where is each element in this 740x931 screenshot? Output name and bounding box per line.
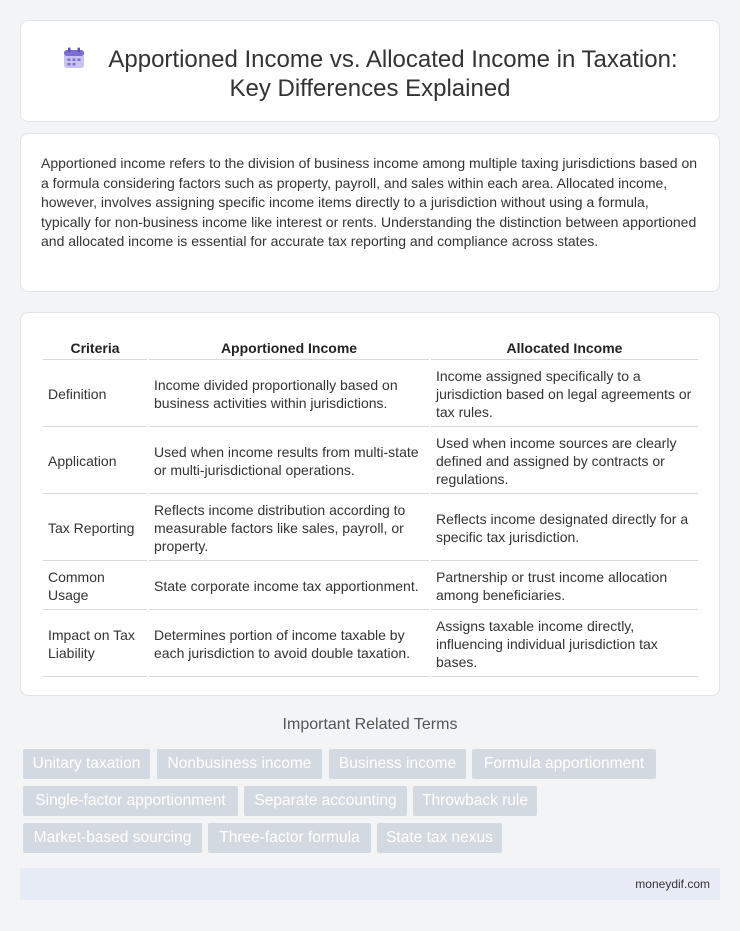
related-term-tag[interactable]: Three-factor formula	[208, 823, 371, 853]
related-term-tag[interactable]: Formula apportionment	[472, 749, 656, 779]
related-term-tag[interactable]: Business income	[329, 749, 466, 779]
apportioned-cell: Income divided proportionally based on business activities within jurisdictions.	[149, 362, 429, 427]
related-term-tag[interactable]: Throwback rule	[413, 786, 537, 816]
apportioned-cell: State corporate income tax apportionment.	[149, 563, 429, 610]
table-row	[43, 563, 698, 610]
title-card	[20, 20, 720, 122]
page-title-line-1	[21, 45, 719, 74]
allocated-cell: Income assigned specifically to a jurisdiction based on legal agreements or tax rules.	[431, 362, 698, 427]
table-row	[43, 429, 698, 494]
related-term-tag[interactable]: Separate accounting	[244, 786, 407, 816]
footer-site-link[interactable]: moneydif.com	[635, 877, 710, 891]
comparison-card	[20, 312, 720, 696]
related-term-tag[interactable]: Single-factor apportionment	[23, 786, 238, 816]
criteria-cell: Tax Reporting	[43, 496, 147, 561]
header-allocated: Allocated Income	[431, 335, 698, 360]
allocated-cell: Partnership or trust income allocation among beneficiaries.	[431, 563, 698, 610]
allocated-cell: Used when income sources are clearly defined and assigned by contracts or regulations.	[431, 429, 698, 494]
apportioned-cell: Used when income results from multi-state or multi-jurisdictional operations.	[149, 429, 429, 494]
table-row	[43, 496, 698, 561]
page-title-line-2: Key Differences Explained	[229, 75, 511, 102]
related-term-tag[interactable]: State tax nexus	[377, 823, 502, 853]
footer	[20, 868, 720, 900]
related-term-tag[interactable]: Nonbusiness income	[157, 749, 322, 779]
related-term-tag[interactable]: Unitary taxation	[23, 749, 150, 779]
table-row	[43, 362, 698, 427]
header-apportioned: Apportioned Income	[149, 335, 429, 360]
allocated-cell: Reflects income designated directly for a specific tax jurisdiction.	[431, 496, 698, 561]
related-terms-heading: Important Related Terms	[282, 716, 458, 733]
header-criteria: Criteria	[43, 335, 147, 360]
intro-paragraph: Apportioned income refers to the division of business income among multiple taxing jurisdictions based on a formula considering factors such as property, payroll, and sales within each area. Allocated income, however, involves assigning specific income items directly to a jurisdiction without using a formula, typically for non-business income like interest or rents. Understanding the distinction between apportioned and allocated income is essential for accurate tax reporting and compliance across states.	[41, 155, 698, 249]
criteria-cell: Definition	[43, 362, 147, 427]
table-header-row	[43, 335, 698, 360]
related-term-tag[interactable]: Market-based sourcing	[23, 823, 202, 853]
criteria-cell: Common Usage	[43, 563, 147, 610]
allocated-cell: Assigns taxable income directly, influencing individual jurisdiction tax bases.	[431, 612, 698, 677]
criteria-cell: Application	[43, 429, 147, 494]
page-title-text-1: Apportioned Income vs. Allocated Income in Taxation:	[108, 46, 678, 73]
criteria-cell: Impact on Tax Liability	[43, 612, 147, 677]
table-row	[43, 612, 698, 677]
comparison-table	[41, 333, 700, 679]
apportioned-cell: Reflects income distribution according to measurable factors like sales, payroll, or property.	[149, 496, 429, 561]
apportioned-cell: Determines portion of income taxable by each jurisdiction to avoid double taxation.	[149, 612, 429, 677]
calendar-icon	[62, 46, 86, 70]
intro-card	[20, 133, 720, 292]
